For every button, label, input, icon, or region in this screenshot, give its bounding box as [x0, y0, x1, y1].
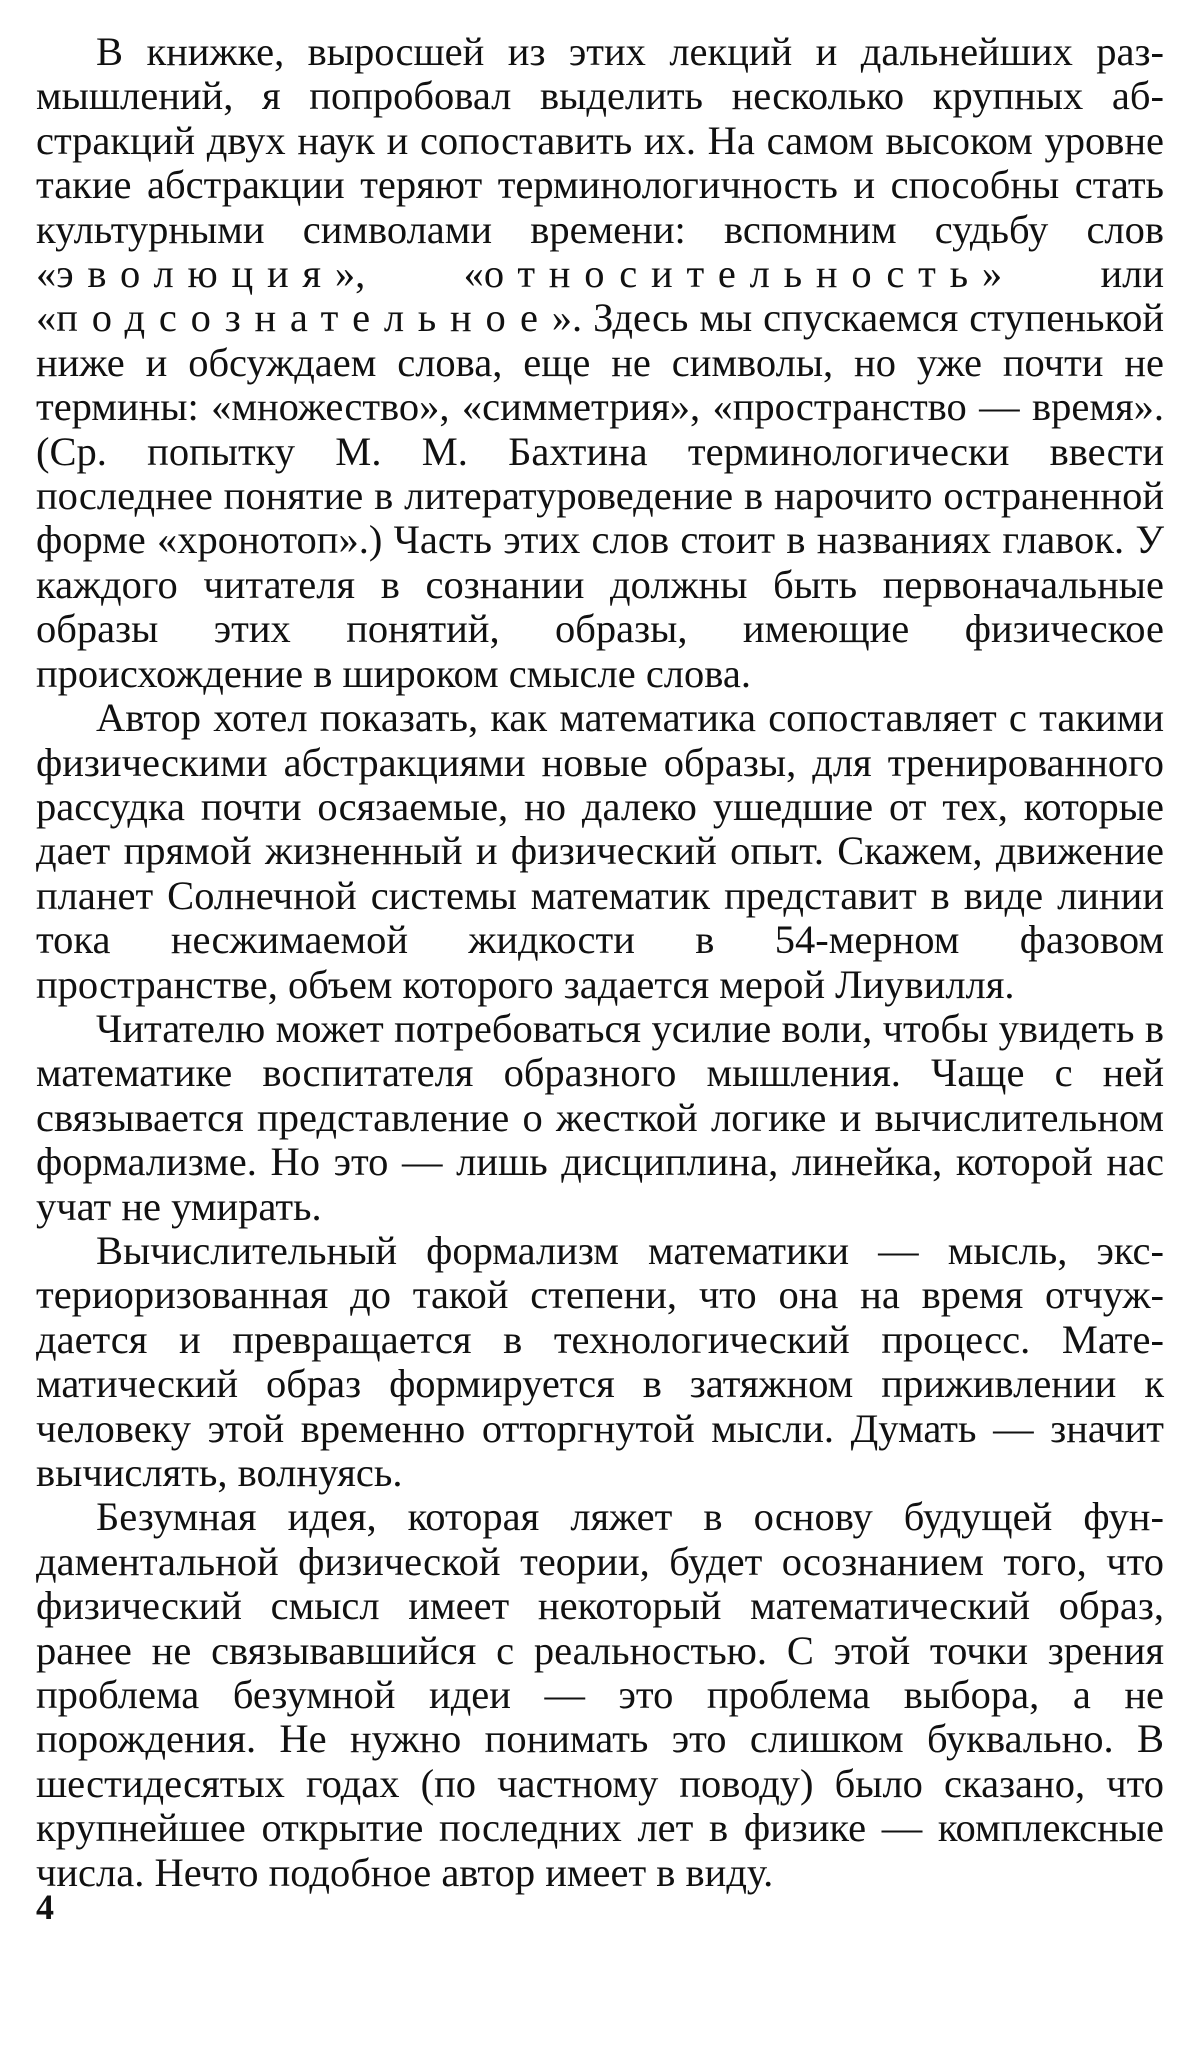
- paragraph-2: [36, 696, 1164, 1007]
- spaced-term-subconscious: подсознательное: [56, 295, 552, 341]
- paragraph-5: [36, 1495, 1164, 1895]
- paragraph-3: [36, 1007, 1164, 1229]
- paragraph-1-text-1: В книжке, выросшей из этих лекций и дальнейших размышлений, я попробовал выделить несколько крупных абстракций двух наук и сопоставить их. На самом высоком уровне такие абстракции теряют терминологичность и способны стать культурными символами времени: вспомним судьбу слов «: [36, 29, 1164, 297]
- paragraph-1-text-2: », «: [334, 251, 484, 297]
- paragraph-3-text: Читателю может потребоваться усилие воли, чтобы увидеть в математике воспитателя образного мышления. Чаще с ней связывается представление о жесткой логике и вычислительном формализме. Но это — лишь дисциплина, линейка, которой нас учат не умирать.: [36, 1005, 1164, 1229]
- paragraph-4: [36, 1229, 1164, 1495]
- paragraph-5-text: Безумная идея, которая ляжет в основу будущей фундаментальной физической теории, будет осознанием того, что физический смысл имеет некоторый математический образ, ранее не связывавшийся с реальностью. С этой точки зрения проблема безумной идеи — это проблема выбора, а не порождения. Не нужно понимать это слишком буквально. В шестидесятых годах (по частному поводу) было сказано, что крупнейшее открытие последних лет в физике — комплексные числа. Нечто подобное автор имеет в виду.: [36, 1494, 1164, 1895]
- spaced-term-relativity: относительность: [483, 251, 982, 297]
- paragraph-1-text-3: » или «: [36, 251, 1165, 341]
- paragraph-2-text: Автор хотел показать, как математика сопоставляет с такими физическими абстракциями новые образы, для тренированного рассудка почти осязаемые, но далеко ушедшие от тех, которые дает прямой жизненный и физический опыт. Скажем, движение планет Солнечной системы математик представит в виде линии тока несжимаемой жидкости в 54-мерном фазовом пространстве, объем которого задается мерой Лиувилля.: [36, 695, 1164, 1007]
- spaced-term-evolution: эволюция: [56, 251, 335, 297]
- page-text: [36, 30, 1164, 1895]
- paragraph-4-text: Вычислительный формализм математики — мысль, экстериоризованная до такой степени, что она на время отчуждается и превращается в технологический процесс. Математический образ формируется в затяжном приживлении к человеку этой временно отторгнутой мысли. Думать — значит вычислять, волнуясь.: [36, 1227, 1164, 1495]
- page-number: 4: [36, 1887, 54, 1927]
- paragraph-1: [36, 30, 1164, 696]
- paragraph-1-text-4: ». Здесь мы спускаемся ступенькой ниже и обсуждаем слова, еще не символы, но уже почти не термины: «множество», «симметрия», «пространство — время». (Ср. попытку М. М. Бахтина терминологически ввести последнее понятие в литературоведение в нарочито остраненной форме «хронотоп».) Часть этих слов стоит в названиях главок. У каждого читателя в сознании должны быть первоначальные образы этих понятий, образы, имеющие физическое происхождение в широком смысле слова.: [36, 295, 1164, 696]
